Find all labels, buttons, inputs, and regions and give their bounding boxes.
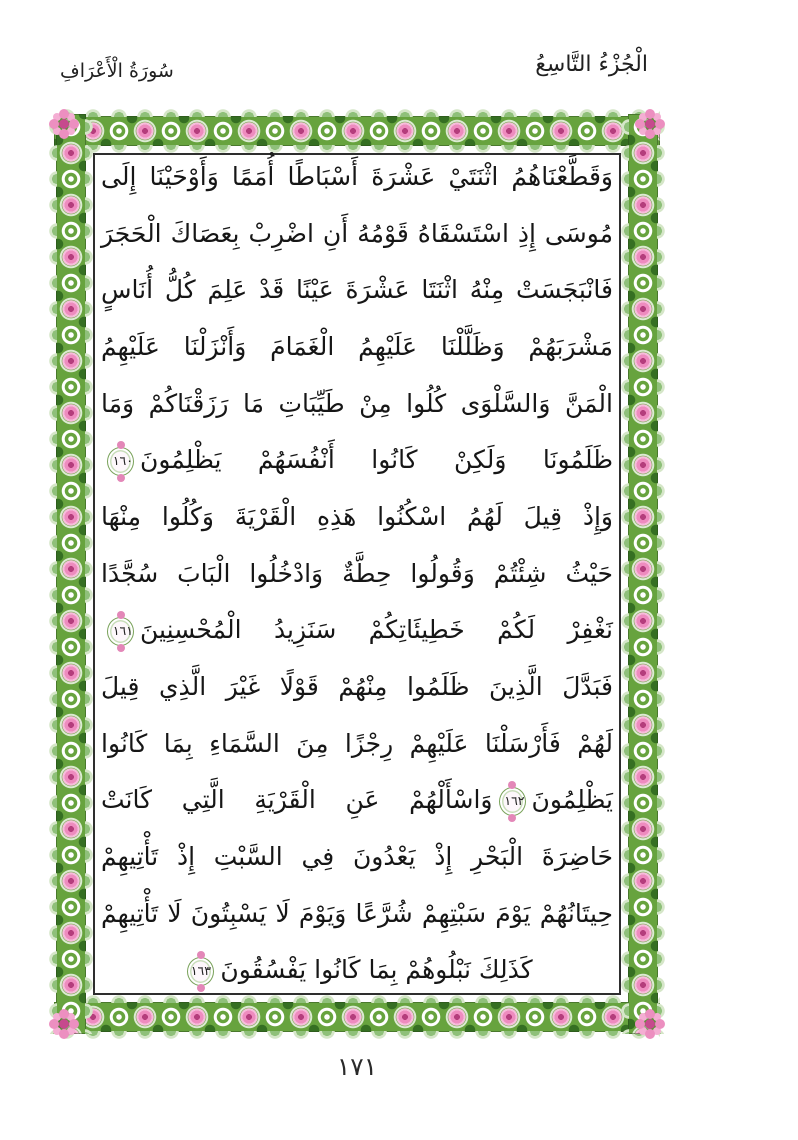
quran-line [101,558,613,591]
decorative-border-left [56,114,86,1034]
ayah-text: كَذَلِكَ نَبْلُوهُمْ بِمَا كَانُوا يَفْسُقُونَ [220,955,533,985]
quran-line [101,614,613,647]
ayah-text: مَشْرَبَهُمْ وَظَلَّلْنَا عَلَيْهِمُ الْغَمَامَ وَأَنْزَلْنَا عَلَيْهِمُ [101,332,613,362]
quran-line [101,671,613,704]
corner-flower-icon [42,1002,86,1046]
ayah-text: وَقَطَّعْنَاهُمُ اثْنَتَيْ عَشْرَةَ أَسْبَاطًا أُمَمًا وَأَوْحَيْنَا إِلَى [101,162,613,191]
ayah-marker-162: ١٦٢ [499,787,526,816]
quran-line [101,218,613,251]
juz-header: الْجُزْءُ التَّاسِعُ [535,52,648,77]
ayah-text: حِيتَانُهُمْ يَوْمَ سَبْتِهِمْ شُرَّعًا وَيَوْمَ لَا يَسْبِتُونَ لَا تَأْتِيهِمْ [101,898,613,928]
decorative-border-bottom [54,1002,660,1032]
quran-line [101,274,613,307]
ayah-text: فَانْبَجَسَتْ مِنْهُ اثْنَتَا عَشْرَةَ عَيْنًا قَدْ عَلِمَ كُلُّ أُنَاسٍ [101,275,613,305]
quran-text-block [101,161,613,987]
ayah-marker-160: ١٦٠ [107,447,134,476]
quran-line [101,388,613,421]
decorative-border-top [54,116,660,146]
quran-line [101,444,613,477]
ayah-text: وَإِذْ قِيلَ لَهُمُ اسْكُنُوا هَذِهِ الْقَرْيَةَ وَكُلُوا مِنْهَا [101,502,613,532]
ornamental-frame [48,108,666,1040]
ayah-text: مُوسَى إِذِ اسْتَسْقَاهُ قَوْمُهُ أَنِ اضْرِبْ بِعَصَاكَ الْحَجَرَ [101,218,613,248]
quran-line [101,728,613,761]
quran-line [101,161,613,194]
ayah-text: ظَلَمُونَا وَلَكِنْ كَانُوا أَنْفُسَهُمْ يَظْلِمُونَ [140,445,613,475]
corner-flower-icon [628,1002,672,1046]
quran-line [101,898,613,931]
ayah-text: لَهُمْ فَأَرْسَلْنَا عَلَيْهِمْ رِجْزًا مِنَ السَّمَاءِ بِمَا كَانُوا [101,728,613,758]
ayah-marker-163: ١٦٣ [187,957,214,986]
quran-line [101,501,613,534]
decorative-border-right [628,114,658,1034]
quran-line [101,331,613,364]
ayah-text: فَبَدَّلَ الَّذِينَ ظَلَمُوا مِنْهُمْ قَوْلًا غَيْرَ الَّذِي قِيلَ [101,672,613,702]
surah-header: سُورَةُ الْأَعْرَافِ [60,60,174,82]
ayah-text: حَيْثُ شِئْتُمْ وَقُولُوا حِطَّةٌ وَادْخُلُوا الْبَابَ سُجَّدًا [101,558,613,588]
corner-flower-icon [628,102,672,146]
quran-line [101,841,613,874]
quran-line [101,954,613,987]
ayah-text: نَغْفِرْ لَكُمْ خَطِيئَاتِكُمْ سَنَزِيدُ الْمُحْسِنِينَ [140,615,613,645]
page-number: ١٧١ [336,1052,378,1081]
ayah-text: الْمَنَّ وَالسَّلْوَى كُلُوا مِنْ طَيِّبَاتِ مَا رَزَقْنَاكُمْ وَمَا [101,388,613,418]
ayah-text: يَظْلِمُونَ [531,785,613,815]
ayah-marker-161: ١٦١ [107,617,134,646]
quran-line [101,784,613,817]
corner-flower-icon [42,102,86,146]
ayah-text: وَاسْأَلْهُمْ عَنِ الْقَرْيَةِ الَّتِي كَانَتْ [101,785,493,815]
ayah-text: حَاضِرَةَ الْبَحْرِ إِذْ يَعْدُونَ فِي السَّبْتِ إِذْ تَأْتِيهِمْ [101,842,613,872]
